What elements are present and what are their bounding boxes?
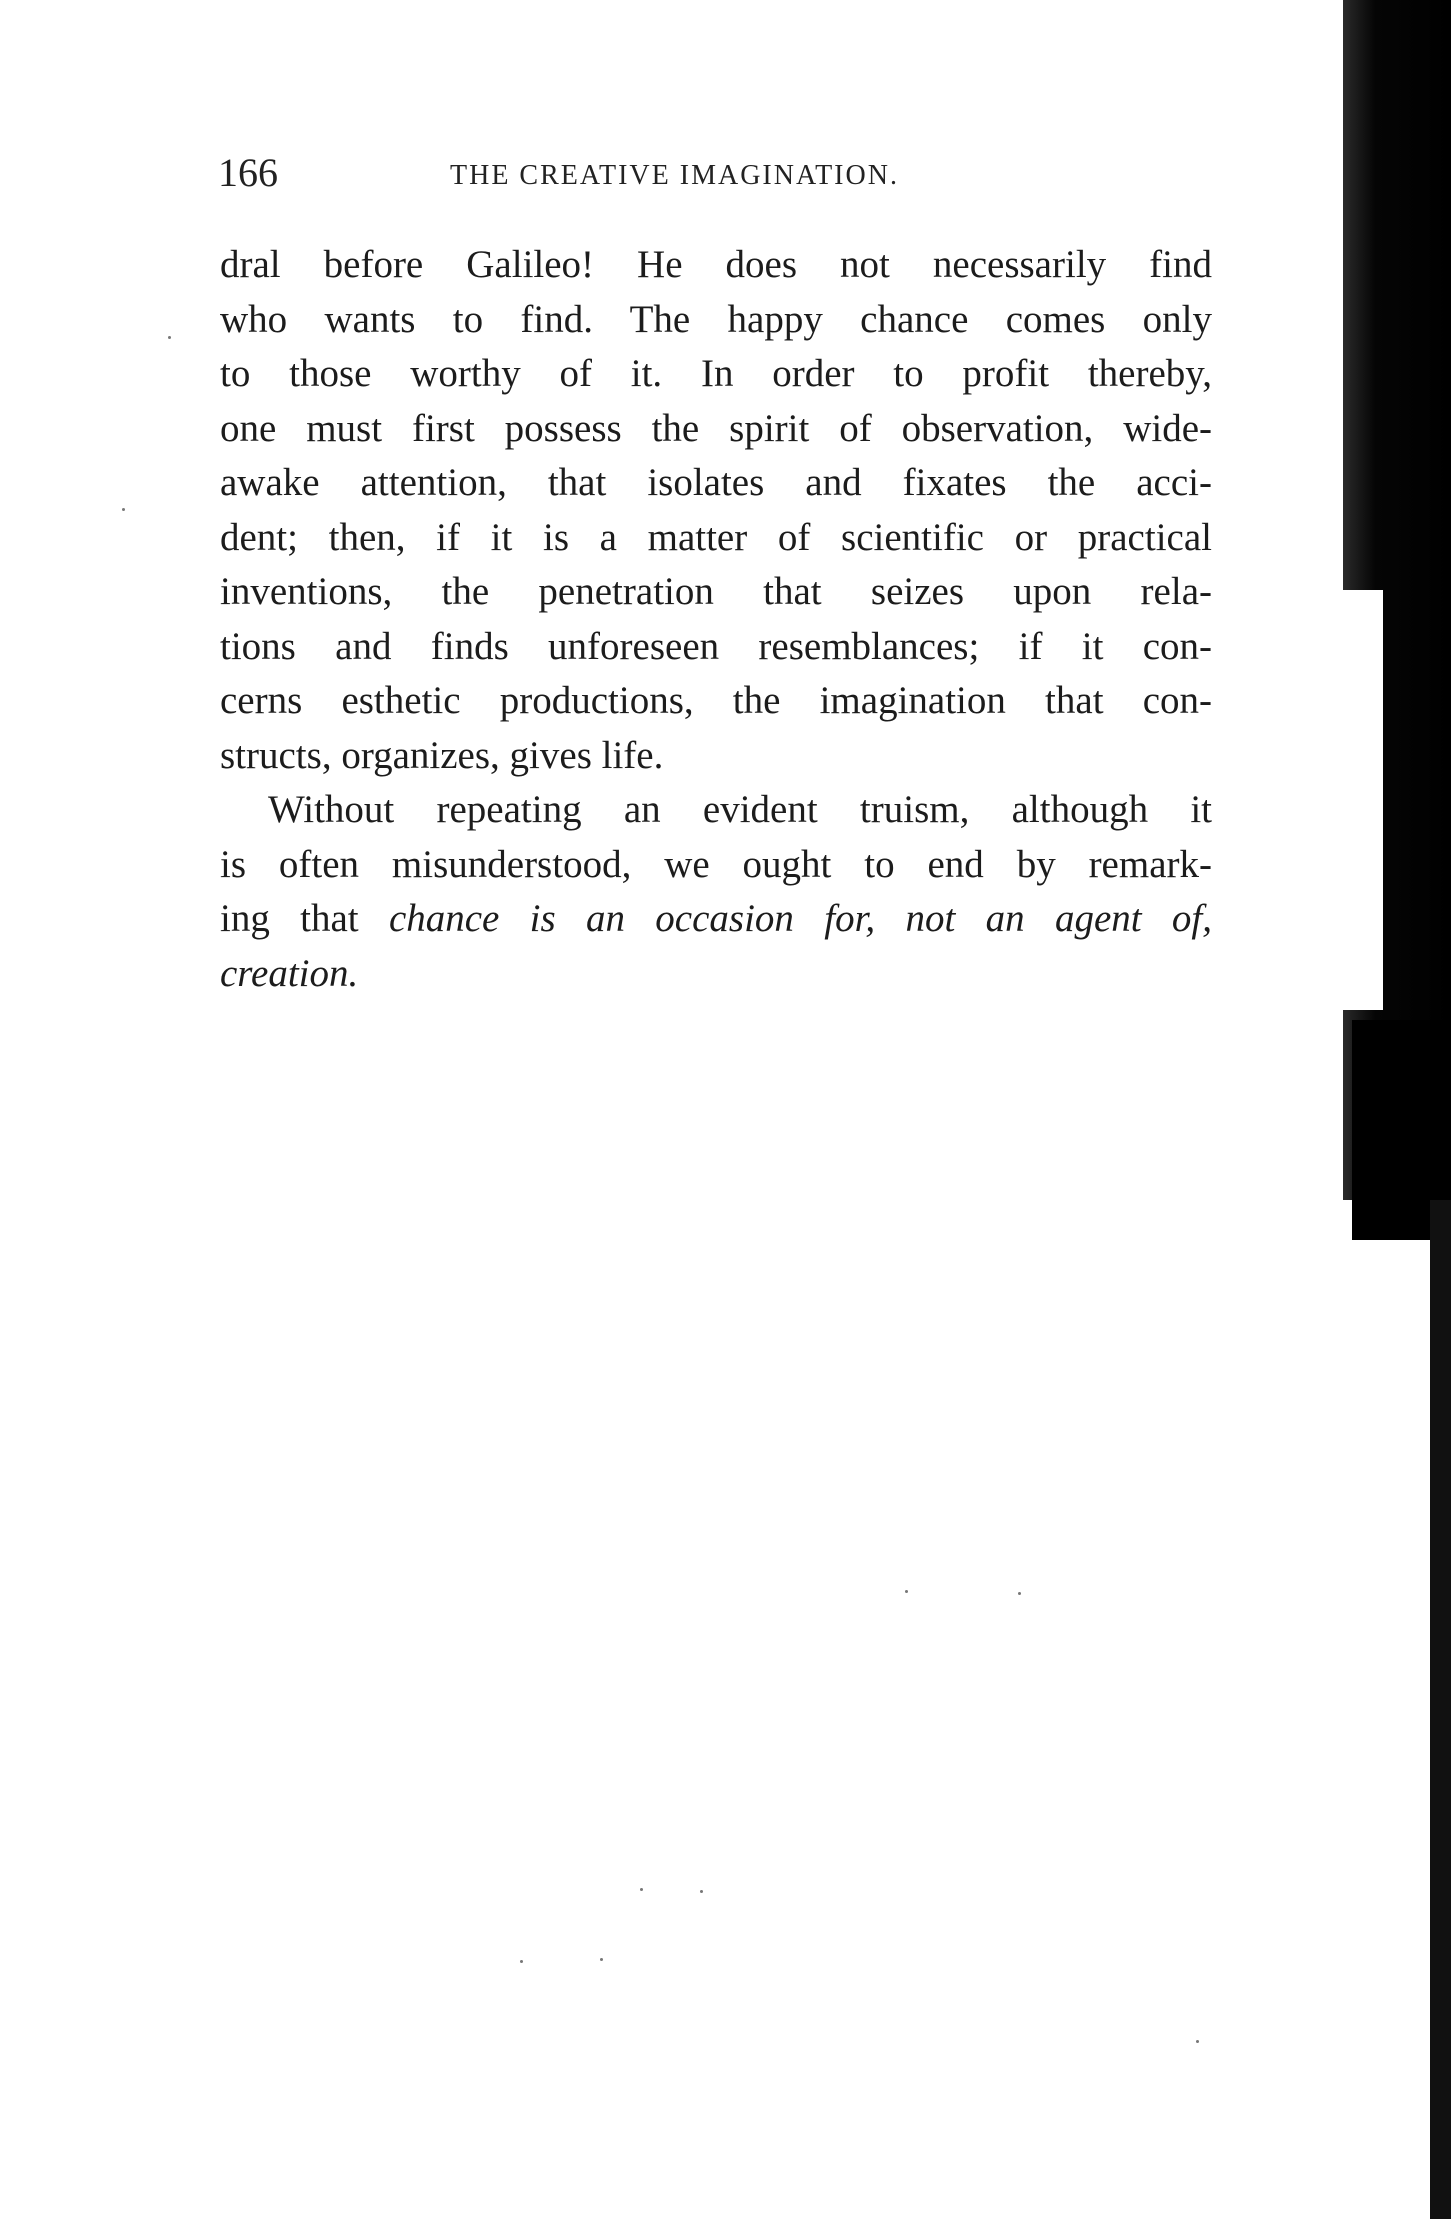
text-line: dral before Galileo! He does not necessarily find (220, 243, 1212, 286)
scan-speck (905, 1590, 908, 1593)
page-number: 166 (218, 150, 278, 195)
scan-speck (520, 1960, 523, 1963)
text-line: is often misunderstood, we ought to end by remark- (220, 842, 1212, 886)
scan-speck (168, 336, 171, 339)
scan-speck (122, 508, 125, 511)
text-line: inventions, the penetration that seizes upon rela- (220, 570, 1212, 613)
text-line: to those worthy of it. In order to profit thereby, (220, 352, 1212, 395)
text-line: tions and finds unforeseen resemblances; if it con- (220, 624, 1212, 668)
scan-edge-gap (1343, 590, 1383, 1010)
text-line: cerns esthetic productions, the imagination that con- (220, 679, 1212, 722)
body-text (220, 238, 1212, 1001)
text-line-mixed (220, 892, 1212, 947)
scan-speck (640, 1888, 643, 1891)
text-line: one must first possess the spirit of observation, wide- (220, 406, 1212, 450)
scan-speck (700, 1890, 703, 1893)
italic-text: chance is an occasion for, not an agent of, (388, 897, 1212, 940)
text-line: who wants to find. The happy chance comes only (220, 297, 1212, 341)
paragraph-2 (220, 783, 1212, 1001)
paragraph-1 (220, 238, 1212, 783)
scan-speck (1196, 2040, 1199, 2043)
text-line: dent; then, if it is a matter of scientific or practical (220, 515, 1212, 559)
text-line: Without repeating an evident truism, although it (268, 788, 1212, 831)
roman-text: ing that (220, 897, 389, 940)
scan-speck (600, 1958, 603, 1961)
text-line-italic: creation. (220, 951, 359, 995)
scan-speck (1018, 1592, 1021, 1595)
text-line: awake attention, that isolates and fixates the acci- (220, 461, 1212, 504)
text-line: structs, organizes, gives life. (220, 733, 664, 777)
running-head (218, 148, 1218, 198)
scan-edge-shadow (1430, 1200, 1451, 2219)
running-title: THE CREATIVE IMAGINATION. (450, 160, 899, 191)
